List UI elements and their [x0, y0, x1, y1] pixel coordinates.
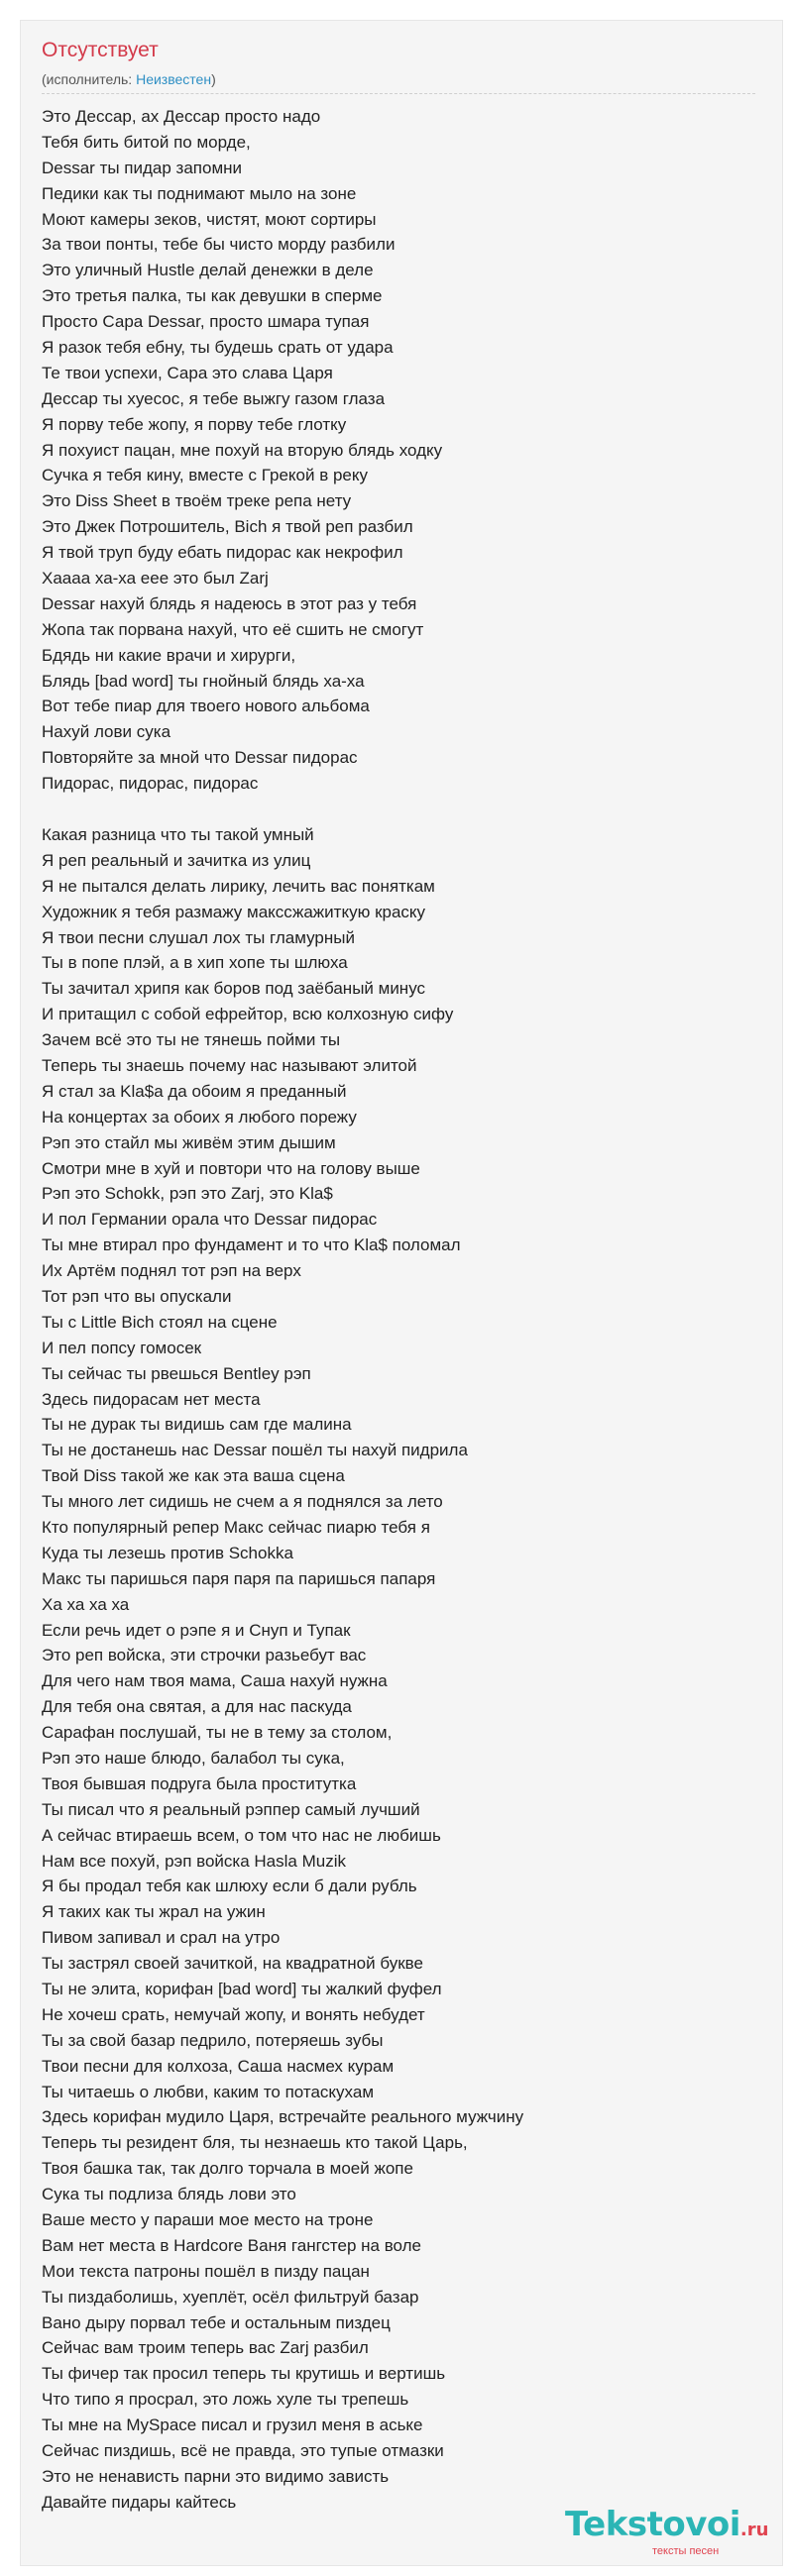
lyric-line: Давайте пидары кайтесь — [42, 2492, 237, 2512]
lyric-line: Смотри мне в хуй и повтори что на голову выше — [42, 1158, 420, 1178]
lyric-line: Рэп это стайл мы живём этим дышим — [42, 1132, 336, 1152]
lyric-line: И притащил с собой ефрейтор, всю колхозную сифу — [42, 1005, 454, 1024]
lyric-line: Ты за свой базар педрило, потеряешь зубы — [42, 2030, 384, 2050]
lyric-line: Ты не дурак ты видишь сам где малина — [42, 1415, 352, 1435]
lyric-line: Для чего нам твоя мама, Саша нахуй нужна — [42, 1671, 388, 1691]
site-logo[interactable] — [565, 2505, 773, 2564]
lyric-line: Нахуй лови сука — [42, 722, 171, 742]
lyric-line: Если речь идет о рэпе я и Снуп и Тупак — [42, 1620, 351, 1640]
lyric-line: Куда ты лезешь против Schokka — [42, 1543, 293, 1562]
lyric-line: Ты мне на MySpace писал и грузил меня в аське — [42, 2415, 423, 2435]
lyric-line: Для тебя она святая, а для нас паскуда — [42, 1697, 352, 1717]
lyric-line: Тот рэп что вы опускали — [42, 1286, 232, 1306]
lyric-line: Моют камеры зеков, чистят, моют сортиры — [42, 209, 377, 229]
lyric-line: Пидорас, пидорас, пидорас — [42, 774, 259, 794]
lyric-line: Ваше место у параши мое место на троне — [42, 2210, 374, 2230]
logo-wordmark — [565, 2505, 768, 2550]
lyric-line: Dessar нахуй блядь я надеюсь в этот раз у тебя — [42, 593, 417, 613]
lyric-line: Сучка я тебя кину, вместе с Грекой в реку — [42, 466, 369, 485]
header-divider — [42, 93, 755, 94]
lyric-line: Вано дыру порвал тебе и остальным пиздец — [42, 2312, 391, 2332]
lyric-blank-line — [42, 797, 765, 822]
lyric-line: Сука ты подлиза блядь лови это — [42, 2185, 296, 2204]
lyric-line: Вам нет места в Hardcore Ваня гангстер на воле — [42, 2235, 421, 2255]
lyric-line: Зачем всё это ты не тянешь пойми ты — [42, 1030, 341, 1050]
lyric-line: Художник я тебя размажу макссжажиткую краску — [42, 902, 426, 921]
lyric-line: Я разок тебя ебну, ты будешь срать от удара — [42, 338, 394, 358]
lyric-line: Твоя башка так, так долго торчала в моей жопе — [42, 2159, 413, 2179]
lyric-line: Тебя бить битой по морде, — [42, 132, 251, 152]
lyric-line: Твоя бывшая подруга была проститутка — [42, 1773, 357, 1793]
lyric-line: Я бы продал тебя как шлюху если б дали рубль — [42, 1877, 417, 1896]
lyric-line: Это Diss Sheet в твоём треке репа нету — [42, 491, 352, 511]
lyric-line: Не хочеш срать, немучай жопу, и вонять небудет — [42, 2004, 425, 2024]
lyric-line: Ха ха ха ха — [42, 1594, 130, 1614]
lyric-line: На концертах за обоих я любого порежу — [42, 1107, 357, 1127]
lyric-line: Я стал за Kla$a да обоим я преданный — [42, 1081, 347, 1101]
logo-tld: .ru — [739, 2520, 769, 2540]
lyric-line: Повторяйте за мной что Dessar пидорас — [42, 748, 358, 768]
lyric-line: Я твои песни слушал лох ты гламурный — [42, 927, 355, 947]
lyric-line: За твои понты, тебе бы чисто морду разбили — [42, 235, 396, 255]
lyric-line: Макс ты паришься паря паря па паришься папаря — [42, 1568, 436, 1588]
lyric-line: Я таких как ты жрал на ужин — [42, 1902, 266, 1922]
lyric-line: Их Артём поднял тот рэп на верх — [42, 1261, 301, 1281]
lyric-line: Хаааа ха-ха еее это был Zarj — [42, 569, 269, 589]
lyric-line: Твой Diss такой же как эта ваша сцена — [42, 1466, 345, 1486]
lyric-line: Ты зачитал хрипя как боров под заёбаный минус — [42, 979, 426, 999]
lyric-line: Теперь ты резидент бля, ты незнаешь кто такой Царь, — [42, 2133, 468, 2153]
lyric-line: Сейчас пиздишь, всё не правда, это тупые отмазки — [42, 2441, 444, 2461]
lyric-line: И пол Германии орала что Dessar пидорас — [42, 1210, 378, 1230]
lyric-line: Кто популярный репер Макс сейчас пиарю тебя я — [42, 1517, 430, 1537]
lyric-line: Жопа так порвана нахуй, что её сшить не смогут — [42, 619, 424, 639]
artist-prefix: (исполнитель: — [42, 71, 137, 87]
lyric-line: Твои песни для колхоза, Саша насмех курам — [42, 2056, 395, 2076]
lyric-line: Это третья палка, ты как девушки в сперме — [42, 286, 383, 306]
lyric-line: Это уличный Hustle делай денежки в деле — [42, 261, 374, 280]
lyric-line: Просто Сара Dessar, просто шмара тупая — [42, 312, 370, 332]
lyric-line: Здесь пидорасам нет места — [42, 1389, 261, 1409]
lyric-line: Блядь [bad word] ты гнойный блядь ха-ха — [42, 671, 365, 691]
artist-line — [42, 70, 216, 88]
lyric-line: Ты в попе плэй, а в хип хопе ты шлюха — [42, 953, 348, 973]
lyric-line: Ты много лет сидишь не счем а я поднялся за лето — [42, 1492, 443, 1512]
lyric-line: Ты с Little Bich стоял на сцене — [42, 1312, 278, 1332]
lyric-line: Рэп это Schokk, рэп это Zarj, это Kla$ — [42, 1184, 333, 1204]
lyric-line: Мои текста патроны пошёл в пизду пацан — [42, 2261, 370, 2281]
artist-suffix: ) — [211, 71, 216, 87]
lyric-line: Педики как ты поднимают мыло на зоне — [42, 183, 357, 203]
lyric-line: Ты пиздаболишь, хуеплёт, осёл фильтруй базар — [42, 2287, 419, 2307]
lyric-line: И пел попсу гомосек — [42, 1338, 202, 1357]
logo-tagline: тексты песен — [652, 2545, 720, 2557]
lyric-line: Дессар ты хуесос, я тебе выжгу газом глаза — [42, 388, 386, 408]
lyric-line: Ты мне втирал про фундамент и то что Kla$ поломал — [42, 1235, 461, 1255]
lyric-line: Я реп реальный и зачитка из улиц — [42, 850, 311, 870]
lyric-line: Ты сейчас ты рвешься Bentley рэп — [42, 1363, 311, 1383]
lyric-line: Ты застрял своей зачиткой, на квадратной букве — [42, 1954, 423, 1974]
lyric-line: Dessar ты пидар запомни — [42, 158, 243, 177]
lyric-line: Вот тебе пиар для твоего нового альбома — [42, 697, 370, 716]
lyric-line: Сарафан послушай, ты не в тему за столом, — [42, 1723, 393, 1743]
lyric-line: Это Дессар, ах Дессар просто надо — [42, 107, 321, 126]
lyric-line: Я не пытался делать лирику, лечить вас поняткам — [42, 876, 435, 896]
lyric-line: Бдядь ни какие врачи и хирурги, — [42, 645, 296, 665]
lyric-line: Ты не элита, корифан [bad word] ты жалкий фуфел — [42, 1980, 442, 1999]
lyric-line: Теперь ты знаешь почему нас называют элитой — [42, 1055, 417, 1075]
lyric-line: Это Джек Потрошитель, Bich я твой реп разбил — [42, 517, 413, 537]
lyric-line: Пивом запивал и срал на утро — [42, 1928, 281, 1948]
lyric-line: Я похуист пацан, мне похуй на вторую блядь ходку — [42, 440, 443, 460]
lyric-line: Это реп войска, эти строчки разьебут вас — [42, 1646, 367, 1665]
lyric-line: Сейчас вам троим теперь вас Zarj разбил — [42, 2338, 369, 2358]
lyric-line: Я твой труп буду ебать пидорас как некрофил — [42, 543, 403, 563]
lyric-line: Ты писал что я реальный рэппер самый лучший — [42, 1799, 420, 1819]
lyric-line: Какая разница что ты такой умный — [42, 824, 314, 844]
lyric-line: Ты фичер так просил теперь ты крутишь и вертишь — [42, 2364, 446, 2384]
lyric-line: Ты читаешь о любви, каким то потаскухам — [42, 2082, 375, 2101]
logo-name: Tekstovoi — [565, 2505, 740, 2544]
lyric-line: А сейчас втираешь всем, о том что нас не любишь — [42, 1825, 441, 1845]
lyrics-list — [42, 104, 765, 2516]
lyric-line: Рэп это наше блюдо, балабол ты сука, — [42, 1749, 345, 1768]
lyric-line: Нам все похуй, рэп войска Hasla Muzik — [42, 1851, 346, 1871]
lyric-line: Это не ненависть парни это видимо зависть — [42, 2466, 390, 2486]
lyric-line: Те твои успехи, Сара это слава Царя — [42, 363, 333, 382]
lyric-line: Я порву тебе жопу, я порву тебе глотку — [42, 414, 347, 434]
song-title: Отсутствует — [42, 39, 159, 61]
lyric-line: Ты не достанешь нас Dessar пошёл ты нахуй пидрила — [42, 1441, 468, 1460]
lyric-line: Что типо я просрал, это ложь хуле ты трепешь — [42, 2390, 409, 2410]
lyric-line: Здесь корифан мудило Царя, встречайте реального мужчину — [42, 2107, 524, 2127]
artist-link[interactable]: Неизвестен — [136, 71, 212, 87]
